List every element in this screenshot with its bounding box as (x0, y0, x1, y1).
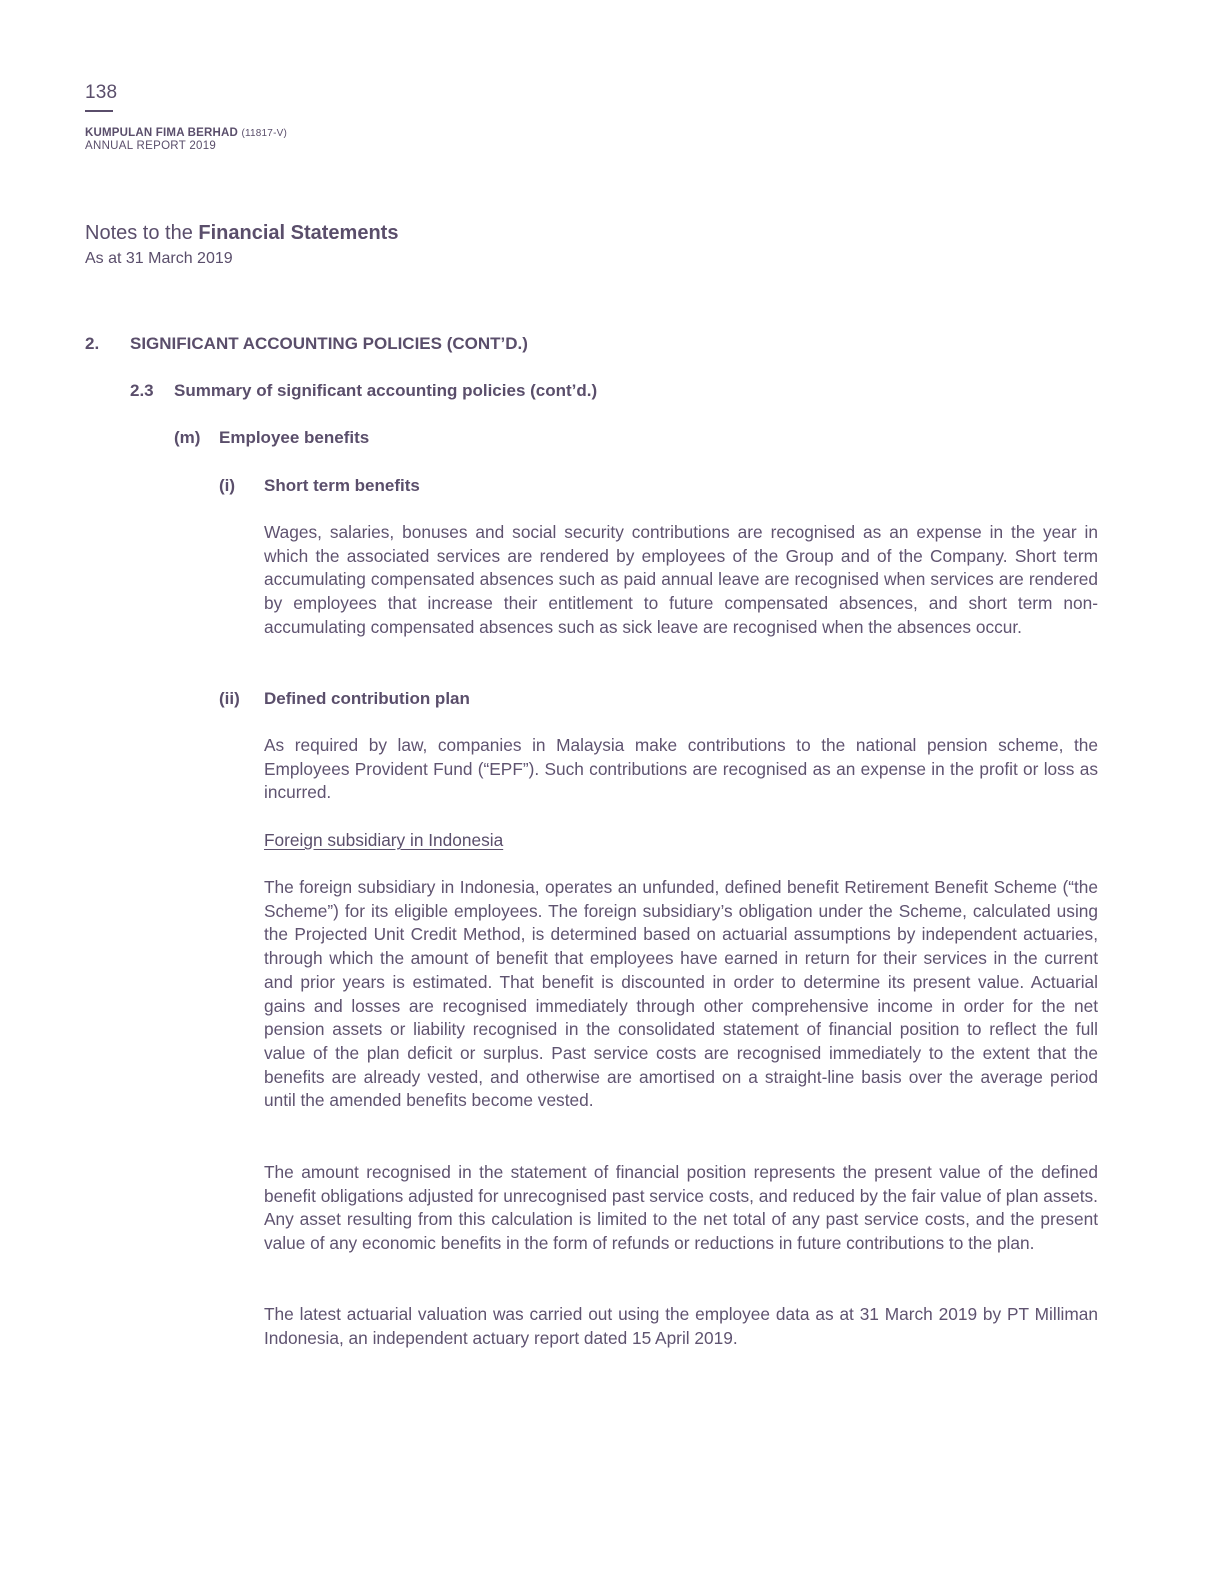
company-line (85, 126, 287, 141)
foreign-subsidiary-subheading: Foreign subsidiary in Indonesia (264, 830, 504, 850)
short-term-title: Short term benefits (264, 476, 420, 495)
section-title: SIGNIFICANT ACCOUNTING POLICIES (CONT’D.) (130, 334, 528, 353)
retirement-scheme-paragraph: The foreign subsidiary in Indonesia, operates an unfunded, defined benefit Retirement Benefit Scheme (“the Scheme”) for its eligible employees. The foreign subsidiary’s obligation under the Scheme, calculated using the Projected Unit Credit Method, is determined based on actuarial assumptions by independent actuaries, through which the amount of benefit that employees have earned in return for their services in the current and prior years is estimated. That benefit is discounted in order to determine its present value. Actuarial gains and losses are recognised immediately through other comprehensive income in order for the net pension assets or liability recognised in the consolidated statement of financial position to reflect the full value of the plan deficit or surplus. Past service costs are recognised immediately to the extent that the benefits are already vested, and otherwise are amortised on a straight-line basis over the average period until the amended benefits become vested. (264, 877, 1098, 1111)
page-number: 138 (85, 82, 118, 103)
defined-contribution-title: Defined contribution plan (264, 689, 470, 708)
page-title (85, 222, 398, 245)
subsection-title: Summary of significant accounting policies (cont’d.) (174, 381, 598, 400)
defined-contribution-number: (ii) (219, 689, 240, 708)
short-term-number: (i) (219, 476, 236, 495)
item-letter: (m) (174, 428, 201, 447)
actuarial-valuation-paragraph: The latest actuarial valuation was carried out using the employee data as at 31 March 2019 by PT Milliman Indonesia, an independent actuary report dated 15 April 2019. (264, 1304, 1098, 1348)
report-title: ANNUAL REPORT 2019 (85, 140, 217, 152)
company-name: KUMPULAN FIMA BERHAD (85, 127, 239, 139)
company-registration: (11817-V) (241, 128, 287, 139)
page-number-rule (85, 110, 113, 112)
page-subtitle: As at 31 March 2019 (85, 250, 233, 267)
page-title-bold: Financial Statements (198, 222, 399, 244)
financial-position-paragraph: The amount recognised in the statement of financial position represents the present value of the defined benefit obligations adjusted for unrecognised past service costs, and reduced by the fair value of plan assets. Any asset resulting from this calculation is limited to the net total of any past service costs, and the present value of any economic benefits in the form of refunds or reductions in future contributions to the plan. (264, 1162, 1098, 1254)
short-term-paragraph: Wages, salaries, bonuses and social security contributions are recognised as an expense in the year in which the associated services are rendered by employees of the Group and of the Company. Short term accumulating compensated absences such as paid annual leave are recognised when services are rendered by employees that increase their entitlement to future compensated absences, and short term non-accumulating compensated absences such as sick leave are recognised when the absences occur. (264, 522, 1098, 637)
epf-paragraph: As required by law, companies in Malaysia make contributions to the national pension scheme, the Employees Provident Fund (“EPF”). Such contributions are recognised as an expense in the profit or loss as incurred. (264, 735, 1098, 803)
page-title-prefix: Notes to the (85, 222, 199, 244)
section-number: 2. (85, 334, 100, 353)
subsection-number: 2.3 (130, 381, 154, 400)
item-title: Employee benefits (219, 428, 370, 447)
